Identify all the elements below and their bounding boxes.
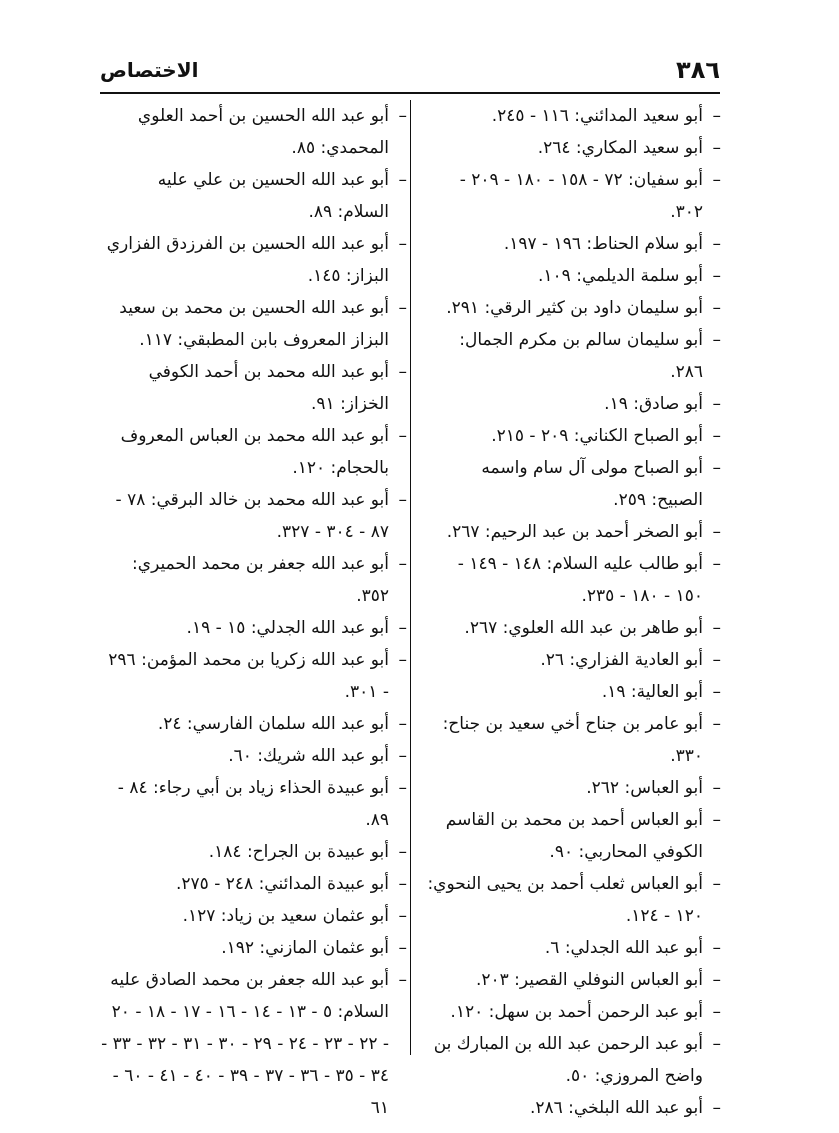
index-entry: – أبو عبد الله البلخي: ٢٨٦. [425,1092,721,1124]
index-entry: – أبو سفيان: ٧٢ - ١٥٨ - ١٨٠ - ٢٠٩ - ٣٠٢. [425,164,721,228]
index-entry: – أبو عبد الله الجدلي: ٦. [425,932,721,964]
index-entry: – أبو سليمان سالم بن مكرم الجمال: ٢٨٦. [425,324,721,388]
index-entry: – أبو العباس: ٢٦٢. [425,772,721,804]
index-entry: – أبو طالب عليه السلام: ١٤٨ - ١٤٩ - ١٥٠ - ١٨٠ - ٢٣٥. [425,548,721,612]
index-entry: – أبو عامر بن جناح أخي سعيد بن جناح: ٣٣٠. [425,708,721,772]
index-entry: – أبو سلام الحناط: ١٩٦ - ١٩٧. [425,228,721,260]
index-entry: – أبو عبد الله الحسين بن محمد بن سعيد البزاز المعروف بابن المطبقي: ١١٧. [101,292,407,356]
index-entry: – أبو عبد الله جعفر بن محمد الحميري: ٣٥٢. [101,548,407,612]
index-entry: – أبو عبد الله الحسين بن أحمد العلوي المحمدي: ٨٥. [101,100,407,164]
header-rule [100,92,720,94]
index-entry: – أبو عبد الله شريك: ٦٠. [101,740,407,772]
index-entry: – أبو الصخر أحمد بن عبد الرحيم: ٢٦٧. [425,516,721,548]
index-entry: – أبو عبد الرحمن عبد الله بن المبارك بن واضح المروزي: ٥٠. [425,1028,721,1092]
index-entry: – أبو عبد الله محمد بن العباس المعروف بالحجام: ١٢٠. [101,420,407,484]
index-entry: – أبو سلمة الديلمي: ١٠٩. [425,260,721,292]
index-entry: – أبو عبد الله الحسين بن الفرزدق الفزاري البزاز: ١٤٥. [101,228,407,292]
index-entry: – أبو سليمان داود بن كثير الرقي: ٢٩١. [425,292,721,324]
index-entry: – أبو العباس أحمد بن محمد بن القاسم الكوفي المحاربي: ٩٠. [425,804,721,868]
index-entry: – أبو الصباح مولى آل سام واسمه الصبيح: ٢٥٩. [425,452,721,516]
index-entry: – أبو طاهر بن عبد الله العلوي: ٢٦٧. [425,612,721,644]
index-entry: – أبو العادية الفزاري: ٢٦. [425,644,721,676]
index-entry: – أبو عبيدة الحذاء زياد بن أبي رجاء: ٨٤ - ٨٩. [101,772,407,836]
index-entry: – أبو سعيد المكاري: ٢٦٤. [425,132,721,164]
index-entry: – أبو عبد الله الجدلي: ١٥ - ١٩. [101,612,407,644]
left-column [101,100,407,1124]
index-entry: – أبو العباس النوفلي القصير: ٢٠٣. [425,964,721,996]
index-entry: – أبو سعيد المدائني: ١١٦ - ٢٤٥. [425,100,721,132]
page-header [100,56,720,90]
index-entry: – أبو عبد الله زكريا بن محمد المؤمن: ٢٩٦ - ٣٠١. [101,644,407,708]
index-entry: – أبو صادق: ١٩. [425,388,721,420]
index-entry: – أبو عبد الله محمد بن خالد البرقي: ٧٨ - ٨٧ - ٣٠٤ - ٣٢٧. [101,484,407,548]
index-entry: – أبو عبيدة بن الجراح: ١٨٤. [101,836,407,868]
index-entry: – أبو العالية: ١٩. [425,676,721,708]
index-entry: – أبو عبد الله الحسين بن علي عليه السلام: ٨٩. [101,164,407,228]
index-entry: – أبو عبد الله سلمان الفارسي: ٢٤. [101,708,407,740]
page-number: ٣٨٦ [676,56,720,84]
column-divider [410,100,411,1055]
index-entry: – أبو عثمان المازني: ١٩٢. [101,932,407,964]
index-entry: – أبو عبد الله محمد بن أحمد الكوفي الخزاز: ٩١. [101,356,407,420]
index-entry: – أبو عثمان سعيد بن زياد: ١٢٧. [101,900,407,932]
index-entry: – أبو الصباح الكناني: ٢٠٩ - ٢١٥. [425,420,721,452]
book-title: الاختصاص [100,58,199,82]
index-entry: – أبو عبد الرحمن أحمد بن سهل: ١٢٠. [425,996,721,1028]
index-entry: – أبو العباس ثعلب أحمد بن يحيى النحوي: ١٢٠ - ١٢٤. [425,868,721,932]
index-entry: – أبو عبيدة المدائني: ٢٤٨ - ٢٧٥. [101,868,407,900]
right-column [425,100,721,1124]
index-entry: – أبو عبد الله جعفر بن محمد الصادق عليه السلام: ٥ - ١٣ - ١٤ - ١٦ - ١٧ - ١٨ - ٢٠ - ٢٢ - ٢٣ - ٢٤ - ٢٩ - ٣٠ - ٣١ - ٣٢ - ٣٣ - ٣٤ - ٣٥ - ٣٦ - ٣٧ - ٣٩ - ٤٠ - ٤١ - ٦٠ - ٦١ [101,964,407,1124]
